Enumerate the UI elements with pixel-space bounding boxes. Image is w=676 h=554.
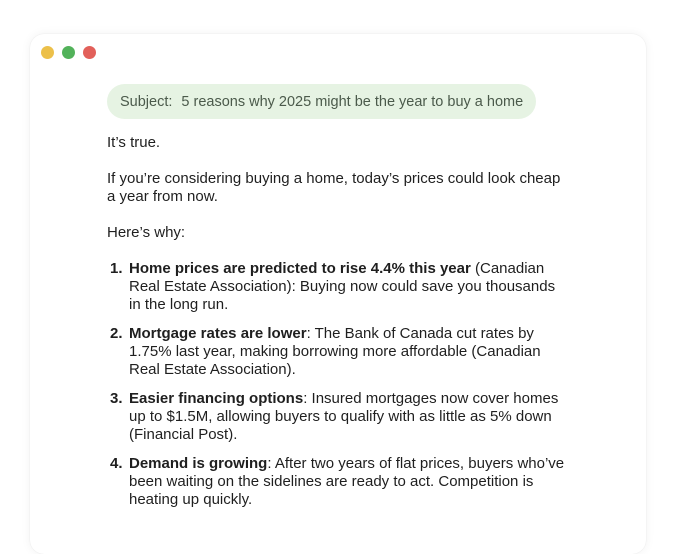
list-item [107, 390, 567, 444]
reasons-list [107, 260, 567, 509]
intro-text: It’s true. [107, 134, 161, 151]
lead-text: Here’s why: [107, 224, 186, 241]
subject-label: Subject: [120, 93, 173, 110]
subject-text: 5 reasons why 2025 might be the year to buy a home [181, 93, 524, 110]
reason-title: Home prices are predicted to rise 4.4% this year [129, 260, 471, 277]
list-number: 4. [110, 455, 123, 472]
body-paragraph: If you’re considering buying a home, today’s prices could look cheap a year from now. [107, 170, 561, 205]
email-window [30, 34, 646, 554]
minimize-dot[interactable] [41, 46, 54, 59]
reason-title: Mortgage rates are lower [129, 325, 307, 342]
reason-text: : After two years of flat prices, buyers who’ve been waiting on the sidelines are ready to act. Competition is heating up quickly. [129, 455, 565, 508]
maximize-dot[interactable] [62, 46, 75, 59]
reason-text: : The Bank of Canada cut rates by 1.75% last year, making borrowing more affordable (Canadian Real Estate Association). [129, 325, 541, 378]
list-number: 3. [110, 390, 123, 407]
reason-title: Demand is growing [129, 455, 268, 472]
reason-title: Easier financing options [129, 390, 304, 407]
window-controls [41, 46, 96, 59]
reason-text: : Insured mortgages now cover homes up to $1.5M, allowing buyers to qualify with as little as 5% down (Financial Post). [129, 390, 559, 443]
reason-text: (Canadian Real Estate Association): Buying now could save you thousands in the long run. [129, 260, 556, 313]
list-item [107, 455, 567, 509]
list-item [107, 260, 567, 314]
list-number: 2. [110, 325, 123, 342]
close-dot[interactable] [83, 46, 96, 59]
subject-line [107, 84, 536, 119]
email-body [107, 134, 567, 520]
list-number: 1. [110, 260, 123, 277]
list-item [107, 325, 567, 379]
